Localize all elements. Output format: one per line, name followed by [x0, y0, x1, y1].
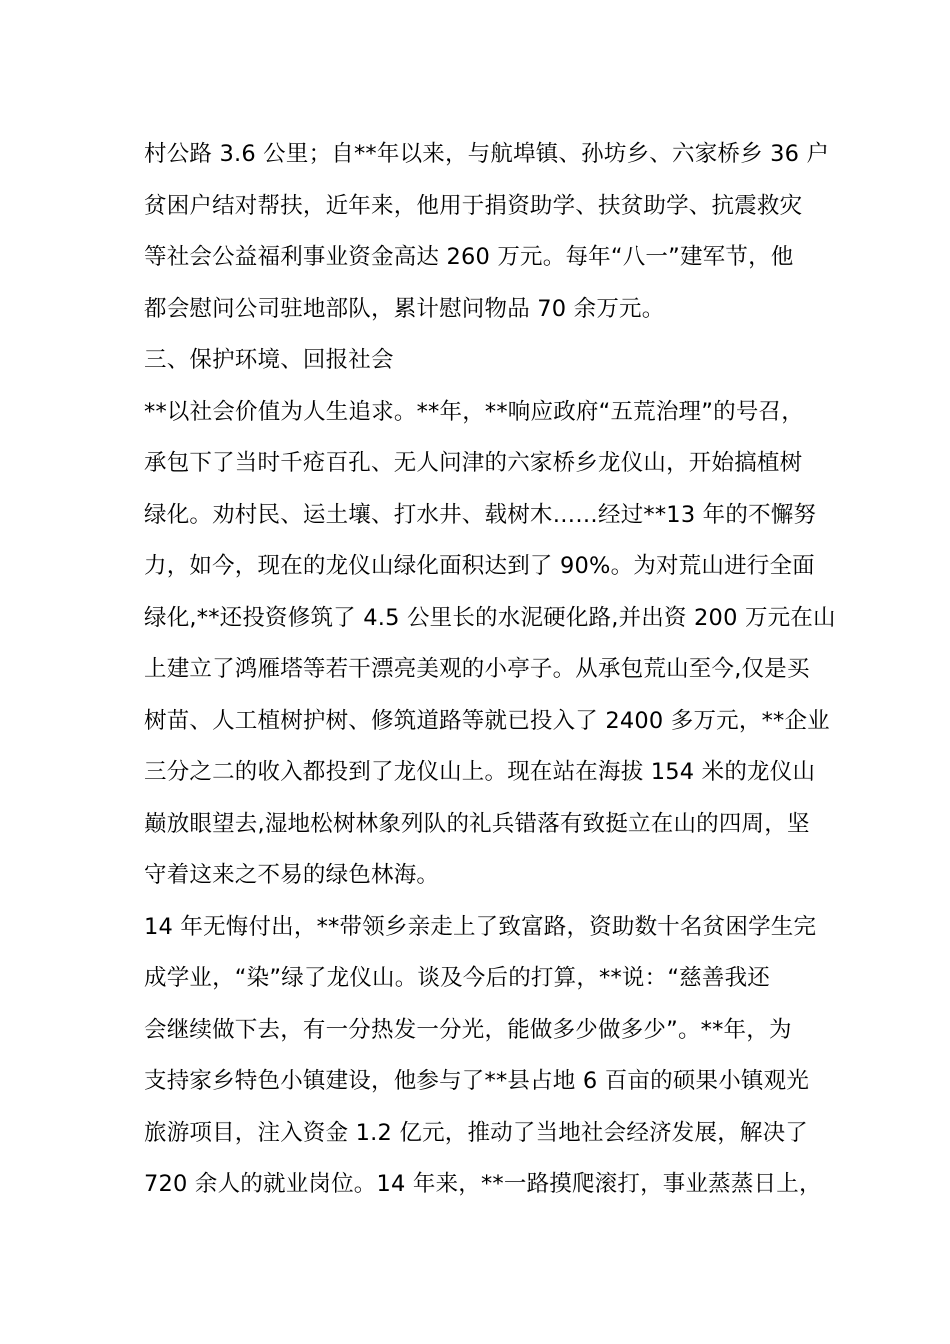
paragraph-charity-support: [144, 129, 830, 335]
text-line: 力，如今，现在的龙仪山绿化面积达到了 90%。为对荒山进行全面: [144, 553, 815, 579]
section-heading-text: 三、保护环境、回报社会: [144, 347, 394, 373]
text-line: **以社会价值为人生追求。**年，**响应政府“五荒治理”的号召，: [144, 398, 804, 425]
text-line: 巅放眼望去,湿地松树林象列队的礼兵错落有致挺立在山的四周，坚: [144, 810, 810, 837]
text-line: 绿化,**还投资修筑了 4.5 公里长的水泥硬化路,并出资 200 万元在山: [144, 604, 836, 631]
text-line: 旅游项目，注入资金 1.2 亿元，推动了当地社会经济发展，解决了: [144, 1119, 808, 1146]
text-line: 上建立了鸿雁塔等若干漂亮美观的小亭子。从承包荒山至今,仅是买: [144, 656, 810, 682]
paragraph-environment: [144, 387, 836, 902]
paragraph-future-plans: [144, 902, 822, 1211]
text-line: 14 年无悔付出，**带领乡亲走上了致富路，资助数十名贫困学生完: [144, 913, 817, 940]
text-line: 三分之二的收入都投到了龙仪山上。现在站在海拔 154 米的龙仪山: [144, 759, 816, 785]
text-line: 树苗、人工植树护树、修筑道路等就已投入了 2400 多万元，**企业: [144, 707, 830, 734]
body-text: [144, 129, 836, 1211]
text-line: 绿化。劝村民、运土壤、打水井、载树木……经过**13 年的不懈努: [144, 501, 817, 528]
text-line: 都会慰问公司驻地部队，累计慰问物品 70 余万元。: [144, 295, 665, 322]
text-line: 村公路 3.6 公里；自**年以来，与航埠镇、孙坊乡、六家桥乡 36 户: [144, 141, 830, 167]
text-line: 守着这来之不易的绿色林海。: [144, 862, 440, 888]
text-line: 承包下了当时千疮百孔、无人问津的六家桥乡龙仪山，开始搞植树: [144, 450, 803, 476]
section-heading: [144, 335, 808, 387]
text-line: 成学业，“染”绿了龙仪山。谈及今后的打算，**说：“慈善我还: [144, 965, 770, 991]
text-line: 720 余人的就业岗位。14 年来，**一路摸爬滚打，事业蒸蒸日上，: [144, 1171, 822, 1197]
text-line: 支持家乡特色小镇建设，他参与了**县占地 6 百亩的硕果小镇观光: [144, 1068, 810, 1094]
text-line: 会继续做下去，有一分热发一分光，能做多少做多少”。**年，为: [144, 1016, 792, 1043]
text-line: 等社会公益福利事业资金高达 260 万元。每年“八一”建军节，他: [144, 244, 794, 270]
text-line: 贫困户结对帮扶，近年来，他用于捐资助学、扶贫助学、抗震救灾: [144, 192, 803, 219]
